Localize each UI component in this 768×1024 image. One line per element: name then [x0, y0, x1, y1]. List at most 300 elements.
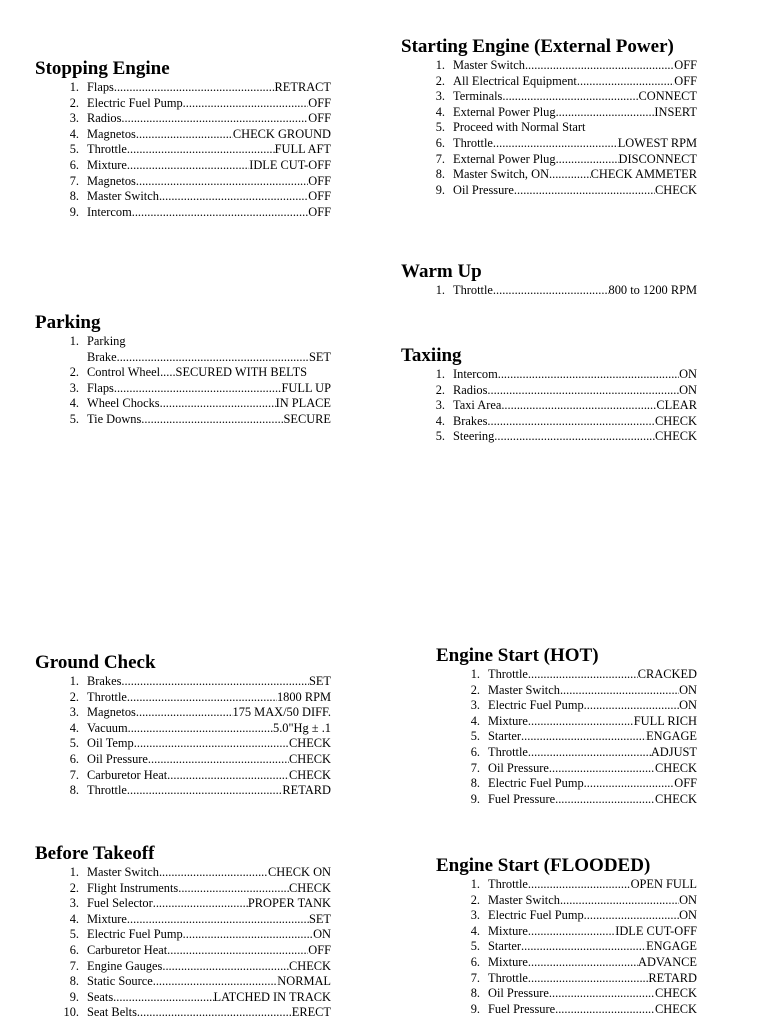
- item-label: Magnetos: [87, 173, 136, 188]
- checklist-item: [35, 690, 331, 706]
- item-label: Steering: [453, 429, 495, 444]
- item-number: 4.: [69, 911, 79, 926]
- checklist-item: [35, 381, 331, 397]
- item-number: 3.: [470, 908, 480, 923]
- leader-dots: [560, 683, 679, 699]
- item-value: CHECK: [289, 880, 331, 895]
- leader-dots: [128, 721, 273, 737]
- checklist-item: [436, 792, 697, 808]
- checklist-item: [436, 745, 697, 761]
- leader-dots: [137, 1005, 292, 1021]
- leader-dots: [183, 927, 313, 943]
- section-title: Engine Start (HOT): [436, 645, 599, 666]
- item-number: 5.: [435, 429, 445, 444]
- item-number: 10.: [63, 1005, 79, 1020]
- item-label: Taxi Area: [453, 398, 502, 413]
- item-value: ON: [679, 908, 697, 923]
- item-label: Throttle: [488, 877, 528, 891]
- checklist-item: [35, 783, 331, 799]
- item-number: 6.: [470, 954, 480, 969]
- item-number: 3.: [435, 89, 445, 104]
- checklist-item: [35, 768, 331, 784]
- item-value: 175 MAX/50 DIFF.: [232, 705, 331, 720]
- checklist-item: [401, 183, 697, 199]
- item-label: Magnetos: [87, 126, 136, 141]
- item-value: 5.0"Hg ± .1: [273, 720, 331, 735]
- item-number: 6.: [470, 744, 480, 759]
- leader-dots: [528, 714, 634, 730]
- leader-dots: [584, 908, 679, 924]
- item-label: Oil Pressure: [453, 182, 514, 197]
- leader-dots: [487, 383, 679, 399]
- item-value: OPEN FULL: [630, 877, 697, 891]
- item-number: 3.: [69, 380, 79, 395]
- leader-dots: [159, 865, 268, 881]
- item-number: 8.: [470, 986, 480, 1001]
- leader-dots: [528, 667, 638, 683]
- item-label: Master Switch: [453, 58, 525, 72]
- item-number: 2.: [69, 95, 79, 110]
- item-label: Vacuum: [87, 720, 128, 735]
- item-number: 5.: [69, 927, 79, 942]
- section-title: Before Takeoff: [35, 843, 155, 864]
- item-value: OFF: [674, 776, 697, 791]
- checklist-item: [35, 96, 331, 112]
- item-label: Carburetor Heat: [87, 942, 168, 957]
- item-value: ON: [679, 682, 697, 697]
- leader-dots: [121, 674, 309, 690]
- item-label: Flaps: [87, 380, 114, 395]
- leader-dots: [549, 167, 591, 183]
- item-number: 1.: [69, 334, 79, 348]
- leader-dots: [134, 736, 289, 752]
- leader-dots: [556, 152, 619, 168]
- item-label: Fuel Pressure: [488, 1001, 556, 1016]
- leader-dots: [167, 768, 289, 784]
- item-number: 2.: [470, 682, 480, 697]
- item-value: ENGAGE: [646, 729, 697, 744]
- item-value: ON: [679, 367, 697, 381]
- checklist-item: [35, 674, 331, 690]
- item-number: 2.: [435, 382, 445, 397]
- leader-dots: [127, 912, 309, 928]
- item-label: Static Source: [87, 974, 153, 989]
- item-value: OFF: [308, 95, 331, 110]
- item-number: 8.: [69, 783, 79, 798]
- item-number: 8.: [470, 776, 480, 791]
- item-number: 2.: [69, 365, 79, 380]
- item-value: ON: [679, 892, 697, 907]
- item-number: 9.: [470, 791, 480, 806]
- item-label: Intercom: [453, 367, 498, 381]
- checklist-item: [436, 667, 697, 683]
- item-number: 1.: [435, 283, 445, 297]
- checklist-item: [401, 383, 697, 399]
- checklist-item: [35, 912, 331, 928]
- item-label: Mixture: [488, 713, 528, 728]
- checklist-item: [35, 990, 331, 1006]
- item-label: Throttle: [488, 667, 528, 681]
- item-label: Intercom: [87, 204, 132, 219]
- item-value: IDLE CUT-OFF: [615, 923, 697, 938]
- item-value: CHECK: [289, 767, 331, 782]
- item-value: CHECK: [655, 791, 697, 806]
- item-number: 1.: [435, 367, 445, 381]
- leader-dots: [556, 105, 655, 121]
- item-value: DISCONNECT: [618, 151, 697, 166]
- item-number: 7.: [435, 151, 445, 166]
- section-title: Ground Check: [35, 652, 156, 673]
- leader-dots: [160, 396, 276, 412]
- leader-dots: [528, 971, 649, 987]
- item-number: 3.: [69, 896, 79, 911]
- item-value: INSERT: [654, 104, 697, 119]
- leader-dots: [584, 698, 679, 714]
- item-number: 7.: [470, 970, 480, 985]
- leader-dots: [528, 924, 615, 940]
- item-number: 8.: [69, 974, 79, 989]
- item-value: ON: [679, 698, 697, 713]
- leader-dots: [501, 398, 656, 414]
- item-label-continued: Brake: [87, 349, 117, 364]
- leader-dots: [136, 174, 308, 190]
- leader-dots: [121, 111, 308, 127]
- item-number: 6.: [435, 135, 445, 150]
- item-value: CHECK: [289, 958, 331, 973]
- checklist-item: [35, 174, 331, 190]
- item-label: Flight Instruments: [87, 880, 179, 895]
- checklist-item: [401, 136, 697, 152]
- checklist-item: [35, 127, 331, 143]
- item-label: Electric Fuel Pump: [87, 95, 183, 110]
- checklist: [35, 80, 331, 220]
- item-value: FULL RICH: [633, 713, 697, 728]
- item-label: Master Switch: [87, 865, 159, 879]
- engine-start-hot-section: [436, 645, 697, 807]
- leader-dots: [132, 205, 309, 221]
- leader-dots: [514, 183, 655, 199]
- item-number: 8.: [69, 189, 79, 204]
- checklist-item: [401, 105, 697, 121]
- item-label: Seat Belts: [87, 1005, 137, 1020]
- leader-dots: [114, 80, 275, 96]
- item-label: Throttle: [87, 689, 127, 704]
- checklist: [436, 667, 697, 807]
- item-value: ADVANCE: [638, 954, 697, 969]
- item-number: 4.: [470, 713, 480, 728]
- checklist-item: [35, 80, 331, 96]
- item-number: 5.: [69, 411, 79, 426]
- leader-dots: [148, 752, 289, 768]
- checklist-item: [436, 761, 697, 777]
- item-value: CHECK: [289, 751, 331, 766]
- section-title: Starting Engine (External Power): [401, 36, 674, 57]
- checklist-item: [35, 896, 331, 912]
- item-label: Mixture: [488, 923, 528, 938]
- item-value: CHECK GROUND: [232, 126, 331, 141]
- item-number: 9.: [69, 204, 79, 219]
- checklist-item: [35, 721, 331, 737]
- item-number: 5.: [69, 736, 79, 751]
- item-label: Terminals: [453, 89, 503, 104]
- item-label: Brakes: [87, 674, 122, 688]
- item-value: SET: [308, 349, 331, 364]
- checklist-item: [401, 120, 697, 136]
- leader-dots: [528, 877, 631, 893]
- item-value: CHECK: [655, 413, 697, 428]
- item-label: Brakes: [453, 413, 488, 428]
- item-number: 6.: [69, 751, 79, 766]
- item-value: CHECK AMMETER: [590, 167, 697, 182]
- item-label: Starter: [488, 729, 522, 744]
- checklist-item: [35, 334, 331, 365]
- leader-dots: [183, 96, 309, 112]
- item-number: 5.: [435, 120, 445, 135]
- checklist-item: [35, 205, 331, 221]
- engine-start-flooded-section: [436, 855, 697, 1017]
- item-value: CONNECT: [638, 89, 697, 104]
- item-value: CHECK: [655, 182, 697, 197]
- item-label: Control Wheel.....SECURED WITH BELTS: [87, 365, 308, 380]
- checklist-item: [35, 865, 331, 881]
- checklist-item: [436, 698, 697, 714]
- item-number: 6.: [69, 942, 79, 957]
- leader-dots: [577, 74, 674, 90]
- item-label: Throttle: [453, 283, 493, 297]
- item-number: 5.: [470, 729, 480, 744]
- item-number: 2.: [69, 689, 79, 704]
- item-value: CHECK: [655, 760, 697, 775]
- checklist-item: [35, 943, 331, 959]
- item-number: 4.: [435, 104, 445, 119]
- checklist: [401, 283, 697, 299]
- leader-dots: [494, 429, 655, 445]
- item-label: Mixture: [87, 157, 127, 172]
- item-number: 1.: [435, 58, 445, 72]
- item-value: PROPER TANK: [247, 896, 331, 911]
- item-label: Fuel Pressure: [488, 791, 556, 806]
- item-label: Oil Pressure: [488, 760, 549, 775]
- leader-dots: [555, 792, 655, 808]
- section-title: Taxiing: [401, 345, 462, 366]
- item-label: Electric Fuel Pump: [87, 927, 183, 942]
- checklist-item: [436, 924, 697, 940]
- item-label: Electric Fuel Pump: [488, 908, 584, 923]
- item-value: ERECT: [291, 1005, 331, 1020]
- checklist-item: [401, 152, 697, 168]
- item-value: SET: [308, 674, 331, 688]
- leader-dots: [487, 414, 655, 430]
- item-value: RETARD: [282, 783, 331, 798]
- item-label: All Electrical Equipment: [453, 73, 577, 88]
- item-number: 2.: [470, 892, 480, 907]
- item-label: Starter: [488, 939, 522, 954]
- item-label: Oil Temp: [87, 736, 134, 751]
- checklist-item: [35, 705, 331, 721]
- section-title: Parking: [35, 312, 101, 333]
- item-value: SET: [308, 911, 331, 926]
- checklist: [401, 58, 697, 198]
- checklist-item: [35, 111, 331, 127]
- checklist-item: [401, 58, 697, 74]
- item-label: External Power Plug: [453, 104, 556, 119]
- item-label: Radios: [87, 111, 122, 126]
- item-number: 1.: [69, 674, 79, 688]
- checklist-item: [436, 986, 697, 1002]
- checklist-item: [35, 142, 331, 158]
- checklist-item: [401, 89, 697, 105]
- item-value: CHECK ON: [268, 865, 331, 879]
- item-label: Electric Fuel Pump: [488, 698, 584, 713]
- checklist-item: [35, 974, 331, 990]
- leader-dots: [167, 943, 308, 959]
- checklist-item: [436, 908, 697, 924]
- item-label: Throttle: [488, 744, 528, 759]
- item-value: CRACKED: [637, 667, 697, 681]
- checklist-item: [35, 189, 331, 205]
- leader-dots: [549, 761, 655, 777]
- item-value: LATCHED IN TRACK: [213, 989, 331, 1004]
- checklist-item: [35, 927, 331, 943]
- item-label: Oil Pressure: [87, 751, 148, 766]
- item-label: Flaps: [87, 80, 114, 94]
- item-number: 7.: [69, 173, 79, 188]
- checklist-item: [436, 893, 697, 909]
- item-label: Mixture: [488, 954, 528, 969]
- item-value: 800 to 1200 RPM: [608, 283, 697, 297]
- item-value: OFF: [308, 111, 331, 126]
- item-value: CHECK: [655, 429, 697, 444]
- leader-dots: [498, 367, 679, 383]
- item-value: NORMAL: [277, 974, 331, 989]
- item-value: IDLE CUT-OFF: [249, 157, 331, 172]
- item-number: 3.: [69, 705, 79, 720]
- item-value: CHECK: [655, 1001, 697, 1016]
- item-number: 6.: [69, 157, 79, 172]
- item-value: CLEAR: [656, 398, 697, 413]
- checklist-item: [436, 939, 697, 955]
- item-number: 3.: [470, 698, 480, 713]
- leader-dots: [113, 990, 213, 1006]
- checklist-item: [35, 1005, 331, 1021]
- item-number: 4.: [69, 720, 79, 735]
- leader-dots: [493, 136, 618, 152]
- item-value: RETARD: [648, 970, 697, 985]
- item-label: Tie Downs: [87, 411, 142, 426]
- item-number: 9.: [435, 182, 445, 197]
- item-value: OFF: [674, 73, 697, 88]
- item-value: OFF: [308, 189, 331, 204]
- checklist-item: [401, 167, 697, 183]
- parking-section: [35, 312, 331, 428]
- leader-dots: [114, 381, 282, 397]
- item-value: FULL AFT: [274, 142, 331, 157]
- checklist-item: [436, 683, 697, 699]
- item-number: 9.: [470, 1001, 480, 1016]
- leader-dots: [521, 939, 646, 955]
- item-value: OFF: [308, 204, 331, 219]
- leader-dots: [584, 776, 675, 792]
- leader-dots: [153, 974, 278, 990]
- item-number: 4.: [69, 396, 79, 411]
- checklist-item: [436, 971, 697, 987]
- checklist-item: [436, 877, 697, 893]
- leader-dots: [521, 729, 646, 745]
- checklist-item: [401, 414, 697, 430]
- leader-dots: [528, 955, 638, 971]
- item-value: 1800 RPM: [276, 689, 331, 704]
- item-label: Electric Fuel Pump: [488, 776, 584, 791]
- item-value: RETRACT: [274, 80, 331, 94]
- item-label: Proceed with Normal Start: [453, 120, 586, 135]
- leader-dots: [127, 690, 277, 706]
- checklist-item: [35, 959, 331, 975]
- checklist-item: [35, 396, 331, 412]
- item-number: 9.: [69, 989, 79, 1004]
- section-title: Stopping Engine: [35, 58, 170, 79]
- item-number: 8.: [435, 167, 445, 182]
- checklist: [35, 674, 331, 799]
- checklist-item: [401, 398, 697, 414]
- item-number: 4.: [435, 413, 445, 428]
- item-value: IN PLACE: [275, 396, 331, 411]
- item-label: Carburetor Heat: [87, 767, 168, 782]
- item-label: Wheel Chocks: [87, 396, 160, 411]
- item-label: Master Switch, ON: [453, 167, 550, 182]
- checklist-item: [401, 429, 697, 445]
- item-number: 3.: [435, 398, 445, 413]
- item-label: Radios: [453, 382, 488, 397]
- leader-dots: [162, 959, 289, 975]
- item-number: 5.: [470, 939, 480, 954]
- item-label: Parking: [87, 334, 126, 348]
- checklist-item: [436, 955, 697, 971]
- section-title: Engine Start (FLOODED): [436, 855, 651, 876]
- item-label: Master Switch: [488, 682, 560, 697]
- checklist-item: [436, 776, 697, 792]
- item-number: 1.: [69, 865, 79, 879]
- leader-dots: [127, 783, 283, 799]
- item-label: Mixture: [87, 911, 127, 926]
- checklist-item: [35, 736, 331, 752]
- item-label: Master Switch: [488, 892, 560, 907]
- leader-dots: [127, 142, 275, 158]
- checklist-item: [35, 412, 331, 428]
- item-value: OFF: [308, 173, 331, 188]
- item-number: 4.: [69, 126, 79, 141]
- item-number: 5.: [69, 142, 79, 157]
- taxiing-section: [401, 345, 697, 445]
- item-value: CHECK: [655, 986, 697, 1001]
- leader-dots: [528, 745, 651, 761]
- leader-dots: [178, 881, 289, 897]
- item-value: ADJUST: [650, 744, 697, 759]
- checklist: [401, 367, 697, 445]
- ground-check-section: [35, 652, 331, 799]
- item-label: Oil Pressure: [488, 986, 549, 1001]
- item-value: OFF: [674, 58, 697, 72]
- leader-dots: [525, 58, 674, 74]
- item-number: 7.: [69, 767, 79, 782]
- item-number: 4.: [470, 923, 480, 938]
- item-label: Throttle: [87, 783, 127, 798]
- item-label: Fuel Selector: [87, 896, 153, 911]
- leader-dots: [117, 350, 309, 366]
- item-label: Master Switch: [87, 189, 159, 204]
- leader-dots: [127, 158, 249, 174]
- checklist-item: [401, 283, 697, 299]
- item-number: 1.: [69, 80, 79, 94]
